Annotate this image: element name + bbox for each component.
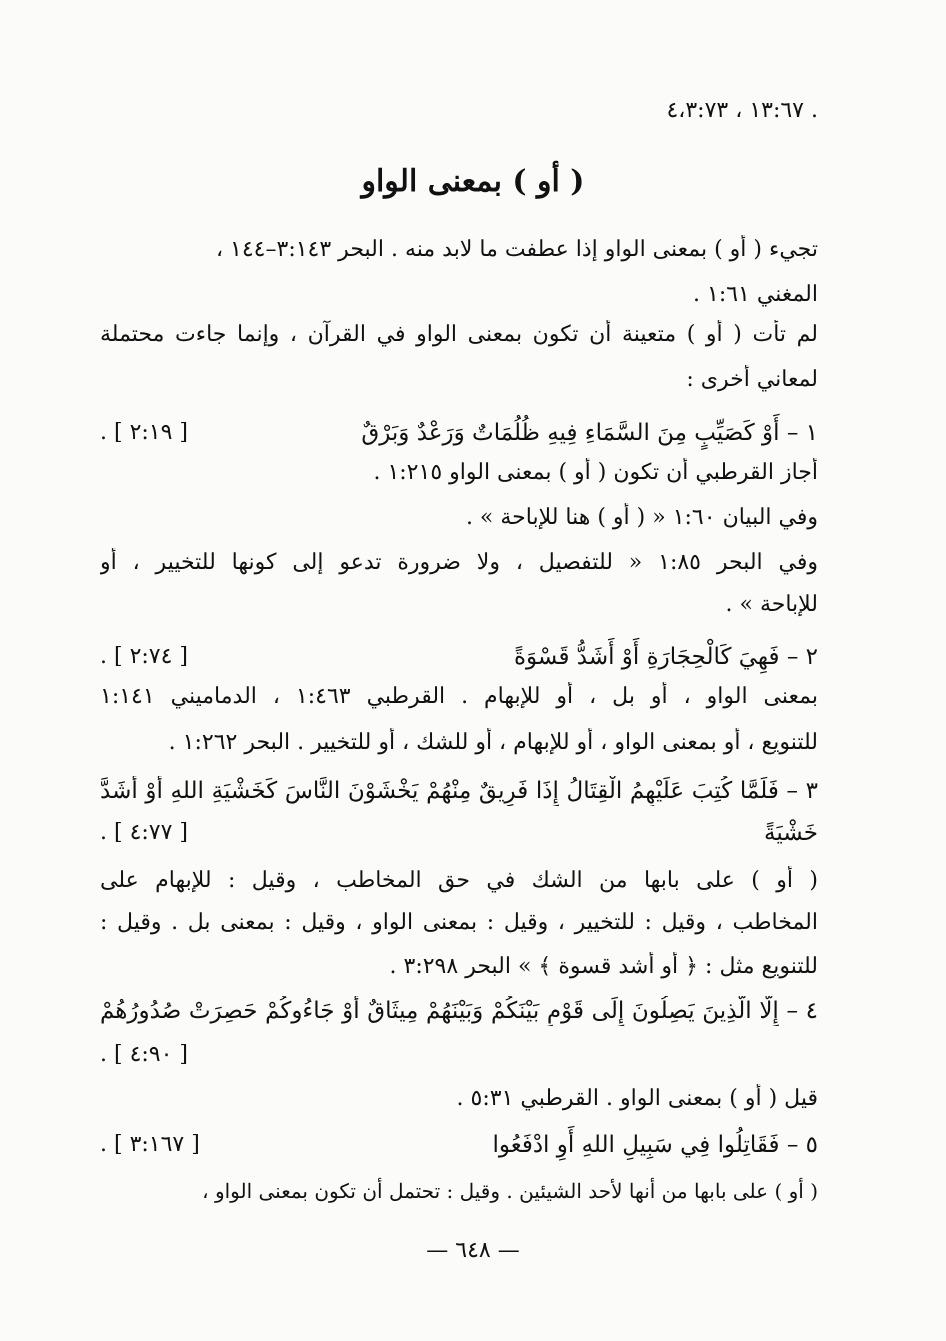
verse-3-line-2: خَشْيَةً — [763, 820, 818, 846]
verse-3-ref: [ ٤:٧٧ ] . — [100, 820, 189, 845]
note-2-2: للتنويع ، أو بمعنى الواو ، أو للإبهام ، أو للشك ، أو للتخيير . البحر ١:٢٦٢ . — [168, 730, 818, 755]
intro-line-1: تجيء ( أو ) بمعنى الواو إذا عطفت ما لابد منه . البحر ٣:١٤٣–١٤٤ ، — [215, 237, 818, 262]
note-3-2: المخاطب ، وقيل : للتخيير ، وقيل : بمعنى الواو ، وقيل : بمعنى بل . وقيل : — [100, 910, 818, 935]
note-2-1: بمعنى الواو ، أو بل ، أو للإبهام . القرطبي ١:٤٦٣ ، الدماميني ١:١٤١ — [100, 684, 818, 709]
intro-line-4: لمعاني أخرى : — [686, 367, 818, 392]
section-title: ( أو ) بمعنى الواو — [361, 164, 585, 199]
note-1-1: أجاز القرطبي أن تكون ( أو ) بمعنى الواو ١:٢١٥ . — [373, 460, 818, 485]
note-3-1: ( أو ) على بابها من الشك في حق المخاطب ، وقيل : للإبهام على — [100, 868, 818, 893]
verse-1: ١ – أَوْ كَصَيِّبٍ مِنَ السَّمَاءِ فِيهِ ظُلُمَاتٌ وَرَعْدٌ وَبَرْقٌ — [361, 420, 818, 446]
intro-line-2: المغني ١:٦١ . — [693, 282, 818, 307]
note-1-3: وفي البحر ١:٨٥ « للتفصيل ، ولا ضرورة تدعو إلى كونها للتخيير ، أو — [100, 550, 818, 575]
note-4-1: قيل ( أو ) بمعنى الواو . القرطبي ٥:٣١ . — [456, 1086, 818, 1111]
intro-line-3: لم تأت ( أو ) متعينة أن تكون بمعنى الواو في القرآن ، وإنما جاءت محتملة — [100, 322, 818, 347]
note-3-3: للتنويع مثل : ﴿ أو أشد قسوة ﴾ » البحر ٣:٢٩٨ . — [389, 954, 818, 979]
verse-1-ref: [ ٢:١٩ ] . — [100, 420, 189, 445]
page-number: — ٦٤٨ — — [426, 1238, 520, 1263]
verse-2-ref: [ ٢:٧٤ ] . — [100, 644, 189, 669]
verse-5: ٥ – فَقَاتِلُوا فِي سَبِيلِ اللهِ أَوِ ادْفَعُوا — [492, 1132, 818, 1158]
verse-3-line-1: ٣ – فَلَمَّا كُتِبَ عَلَيْهِمُ الْقِتَالُ إِذَا فَرِيقٌ مِنْهُمْ يَخْشَوْنَ النَّاسَ كَخَشْيَةِ اللهِ أَوْ أَشَدَّ — [100, 778, 818, 804]
verse-4-ref: [ ٤:٩٠ ] . — [100, 1042, 189, 1067]
top-reference: . ١٣:٦٧ ، ٤،٣:٧٣ — [666, 98, 818, 123]
note-1-4: للإباحة » . — [725, 592, 818, 617]
verse-4-line-1: ٤ – إِلَّا الَّذِينَ يَصِلُونَ إِلَى قَوْمٍ بَيْنَكُمْ وَبَيْنَهُمْ مِيثَاقٌ أَوْ جَاءُوكُمْ حَصِرَتْ صُدُورُهُمْ — [100, 998, 818, 1024]
note-5-1: ( أو ) على بابها من أنها لأحد الشيئين . وقيل : تحتمل أن تكون بمعنى الواو ، — [202, 1179, 818, 1203]
verse-5-ref: [ ٣:١٦٧ ] . — [100, 1132, 200, 1157]
verse-2: ٢ – فَهِيَ كَالْحِجَارَةِ أَوْ أَشَدُّ قَسْوَةً — [514, 644, 818, 670]
note-1-2: وفي البيان ١:٦٠ « ( أو ) هنا للإباحة » . — [465, 505, 818, 530]
